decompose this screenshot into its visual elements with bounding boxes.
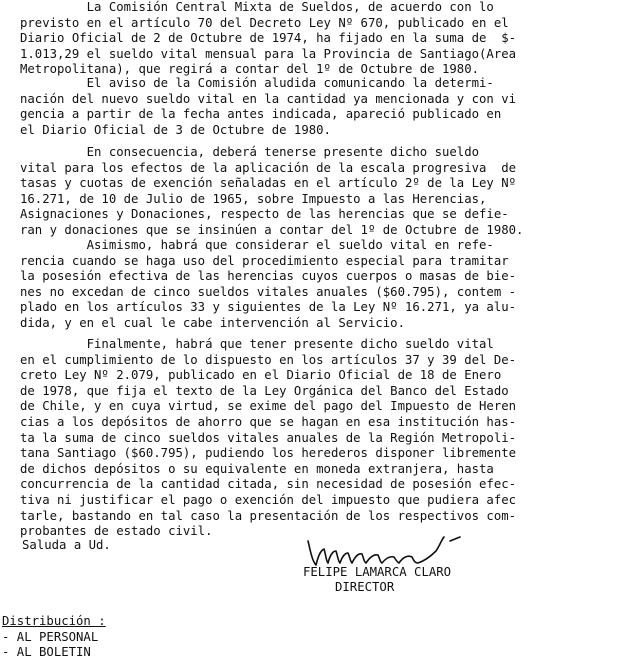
text-line: el Diario Oficial de 3 de Octubre de 1980. [20,122,331,137]
paragraph-2 [20,76,620,138]
text-line: concurrencia de la cantidad citada, sin necesidad de posesión efec- [20,477,517,492]
text-line: tasas y cuotas de exención señaladas en el artículo 2º de la Ley Nº [20,176,517,191]
text-line: la posesión efectiva de las herencias cuyos cuerpos o masas de bie- [20,269,517,284]
signer-block [303,565,523,594]
paragraph-5 [20,337,620,540]
text-line: vital para los efectos de la aplicación de la escala progresiva de [20,160,517,175]
signer-title: DIRECTOR [335,579,395,594]
signer-name: FELIPE LAMARCA CLARO [303,565,452,579]
text-line: Asignaciones y Donaciones, respecto de las herencias que se defie- [20,207,509,222]
text-line: ta la suma de cinco sueldos vitales anuales de la Región Metropoli- [20,430,517,445]
text-line: rencia cuando se haga uso del procedimiento especial para tramitar [20,253,509,268]
text-line: dida, y en el cual le cabe intervención al Servicio. [20,315,405,330]
text-line: de dichos depósitos o su equivalente en moneda extranjera, hasta [20,461,494,476]
text-line: previsto en el artículo 70 del Decreto Ley Nº 670, publicado en el [20,15,509,30]
distribution-title: Distribución : [2,614,106,628]
text-line: tarle, bastando en tal caso la presentación de los respectivos com- [20,508,517,523]
text-line: La Comisión Central Mixta de Sueldos, de acuerdo con lo [20,0,494,14]
text-line: ran y donaciones que se insinúen a contar del 1º de Octubre de 1980. [20,222,524,237]
text-line: Metropolitana), que regirá a contar del 1º de Octubre de 1980. [20,62,480,77]
text-line: cias a los depósitos de ahorro que se hagan en esa institución has- [20,414,517,429]
closing-salutation: Saluda a Ud. [22,538,111,552]
text-line: nación del nuevo sueldo vital en la cantidad ya mencionada y con vi [20,91,517,106]
distribution-list [2,630,202,661]
text-line: probantes de estado civil. [20,524,213,539]
text-line: Diario Oficial de 2 de Octubre de 1974, ha fijado en la suma de $- [20,31,517,46]
distribution-item: - AL PERSONAL [2,629,99,644]
paragraph-3 [20,145,620,239]
distribution-block [2,614,202,661]
text-line: de 1978, que fija el texto de la Ley Orgánica del Banco del Estado [20,383,509,398]
text-line: El aviso de la Comisión aludida comunicando la determi- [20,76,494,90]
text-line: tana Santiago ($60.795), pudiendo los herederos disponer libremente [20,446,517,461]
text-line: en el cumplimiento de lo dispuesto en los artículos 37 y 39 del De- [20,352,517,367]
text-line: Asimismo, habrá que considerar el sueldo vital en refe- [20,238,494,252]
text-line: 16.271, de 10 de Julio de 1965, sobre Impuesto a las Herencias, [20,191,487,206]
text-line: 1.013,29 el sueldo vital mensual para la Provincia de Santiago(Area [20,46,517,61]
text-line: Finalmente, habrá que tener presente dicho sueldo vital [20,337,494,351]
paragraph-4 [20,238,620,332]
text-line: de Chile, y en cuya virtud, se exime del pago del Impuesto de Heren [20,399,517,414]
text-line: plado en los artículos 33 y siguientes de la Ley Nº 16.271, ya alu- [20,300,517,315]
text-line: nes no excedan de cinco sueldos vitales anuales ($60.795), contem - [20,284,517,299]
text-line: En consecuencia, deberá tenerse presente dicho sueldo [20,145,480,159]
text-line: creto Ley Nº 2.079, publicado en el Diario Oficial de 18 de Enero [20,368,502,383]
paragraph-1 [20,0,620,78]
text-line: tiva ni justificar el pago o exención del impuesto que pudiera afec [20,492,517,507]
handwritten-signature [300,527,480,569]
distribution-item: - AL BOLETIN [2,645,91,659]
text-line: gencia a partir de la fecha antes indicada, apareció publicado en [20,107,502,122]
